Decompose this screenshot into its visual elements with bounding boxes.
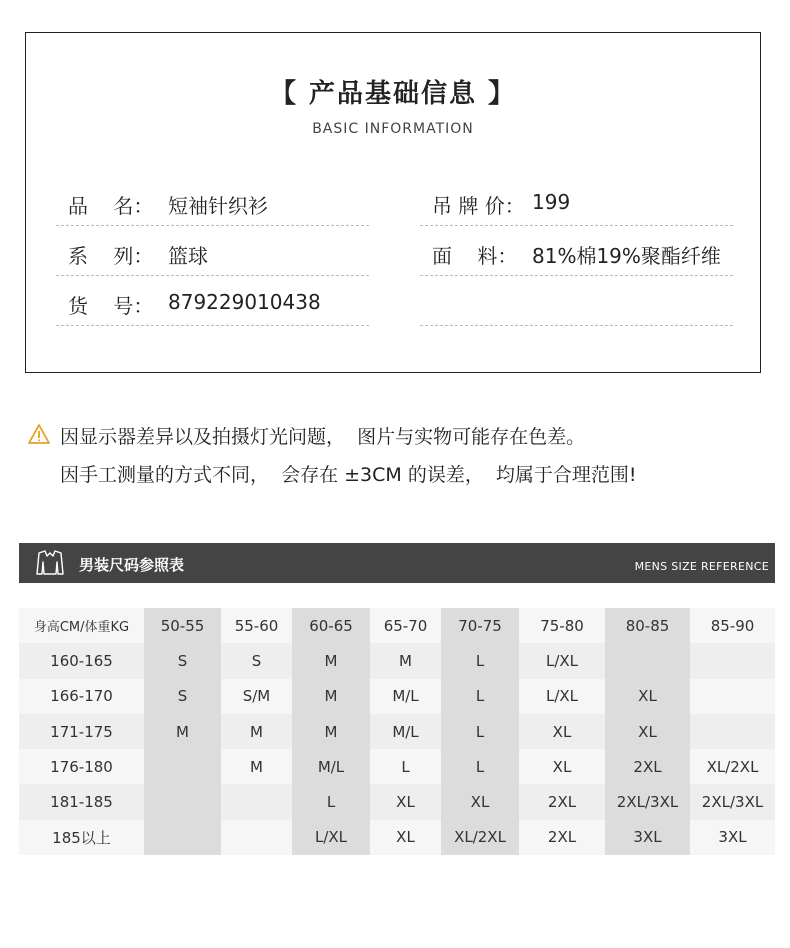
info-row-name xyxy=(56,176,369,226)
size-cell xyxy=(221,784,292,819)
size-cell: XL xyxy=(519,714,605,749)
size-cell: L xyxy=(441,643,519,678)
weight-header: 80-85 xyxy=(605,608,690,643)
size-cell: L xyxy=(292,784,370,819)
height-cell: 171-175 xyxy=(19,714,144,749)
warning-icon xyxy=(28,424,50,444)
size-cell: M/L xyxy=(292,749,370,784)
notice-line-2: 因手工测量的方式不同， 会存在 ±3CM 的误差， 均属于合理范围! xyxy=(60,464,637,486)
size-chart-header xyxy=(19,543,775,583)
size-cell xyxy=(144,820,221,855)
info-row-fabric xyxy=(420,226,733,276)
size-cell: 3XL xyxy=(605,820,690,855)
info-label: 货 号： xyxy=(68,294,154,318)
info-value: 879229010438 xyxy=(168,290,321,314)
height-cell: 176-180 xyxy=(19,749,144,784)
info-row-empty xyxy=(420,276,733,326)
info-row-sku xyxy=(56,276,369,326)
size-cell: M/L xyxy=(370,679,441,714)
info-row-series xyxy=(56,226,369,276)
size-cell: XL xyxy=(370,820,441,855)
size-cell: L xyxy=(441,749,519,784)
weight-header: 50-55 xyxy=(144,608,221,643)
product-info-box xyxy=(25,32,761,373)
size-cell xyxy=(144,784,221,819)
size-cell: XL xyxy=(605,714,690,749)
size-cell: XL xyxy=(370,784,441,819)
size-cell: L xyxy=(370,749,441,784)
size-cell: S/M xyxy=(221,679,292,714)
info-title: 【 产品基础信息 】 xyxy=(269,79,517,109)
info-row-price xyxy=(420,176,733,226)
size-chart-title: 男装尺码参照表 xyxy=(79,556,185,574)
height-cell: 185以上 xyxy=(19,820,144,855)
size-cell: XL xyxy=(605,679,690,714)
size-cell: S xyxy=(144,679,221,714)
table-row xyxy=(19,820,775,855)
size-cell: 2XL/3XL xyxy=(690,784,775,819)
size-cell: M xyxy=(144,714,221,749)
size-cell: M xyxy=(292,714,370,749)
size-cell xyxy=(605,643,690,678)
size-cell: M xyxy=(292,643,370,678)
size-cell: L/XL xyxy=(519,679,605,714)
size-cell xyxy=(690,714,775,749)
weight-header: 60-65 xyxy=(292,608,370,643)
size-cell: M xyxy=(292,679,370,714)
table-header-row xyxy=(19,608,775,643)
size-cell: 2XL xyxy=(605,749,690,784)
size-cell: 2XL xyxy=(519,784,605,819)
size-table xyxy=(19,608,775,855)
weight-header: 85-90 xyxy=(690,608,775,643)
height-cell: 166-170 xyxy=(19,679,144,714)
size-cell xyxy=(221,820,292,855)
info-value: 篮球 xyxy=(168,244,208,268)
notice-line-1: 因显示器差异以及拍摄灯光问题， 图片与实物可能存在色差。 xyxy=(60,426,586,448)
weight-header: 75-80 xyxy=(519,608,605,643)
info-label: 品 名： xyxy=(68,194,154,218)
size-cell: L/XL xyxy=(519,643,605,678)
size-cell: M xyxy=(370,643,441,678)
weight-header: 65-70 xyxy=(370,608,441,643)
size-cell: L/XL xyxy=(292,820,370,855)
size-cell: XL/2XL xyxy=(441,820,519,855)
size-cell xyxy=(690,643,775,678)
size-cell: M xyxy=(221,714,292,749)
table-row xyxy=(19,784,775,819)
size-cell: S xyxy=(144,643,221,678)
table-row xyxy=(19,643,775,678)
corner-label: 身高CM/体重KG xyxy=(19,608,144,643)
size-cell: M xyxy=(221,749,292,784)
size-cell: XL xyxy=(441,784,519,819)
size-cell: S xyxy=(221,643,292,678)
jersey-logo-icon xyxy=(35,550,65,576)
size-cell: 3XL xyxy=(690,820,775,855)
table-row xyxy=(19,749,775,784)
table-row xyxy=(19,714,775,749)
info-value: 199 xyxy=(532,190,571,214)
info-label: 吊 牌 价： xyxy=(432,194,525,218)
size-cell xyxy=(144,749,221,784)
size-cell: XL/2XL xyxy=(690,749,775,784)
info-label: 系 列： xyxy=(68,244,154,268)
size-cell: XL xyxy=(519,749,605,784)
info-subtitle: BASIC INFORMATION xyxy=(312,121,474,137)
size-chart-subtitle: MENS SIZE REFERENCE xyxy=(634,560,769,573)
size-cell xyxy=(690,679,775,714)
info-label: 面 料： xyxy=(432,244,518,268)
info-value: 81%棉19%聚酯纤维 xyxy=(532,244,721,268)
info-value: 短袖针织衫 xyxy=(168,194,268,218)
weight-header: 70-75 xyxy=(441,608,519,643)
height-cell: 181-185 xyxy=(19,784,144,819)
size-cell: L xyxy=(441,714,519,749)
height-cell: 160-165 xyxy=(19,643,144,678)
weight-header: 55-60 xyxy=(221,608,292,643)
size-cell: L xyxy=(441,679,519,714)
size-cell: 2XL/3XL xyxy=(605,784,690,819)
table-row xyxy=(19,679,775,714)
size-cell: 2XL xyxy=(519,820,605,855)
size-cell: M/L xyxy=(370,714,441,749)
